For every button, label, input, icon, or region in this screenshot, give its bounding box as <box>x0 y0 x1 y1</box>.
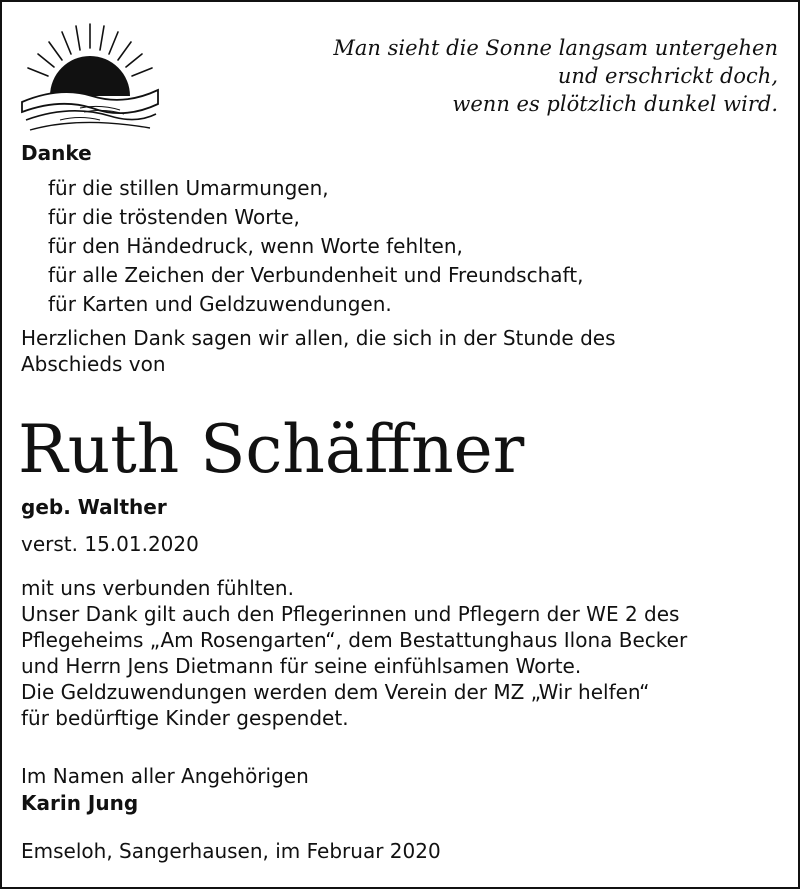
setting-sun-icon <box>20 20 160 135</box>
thanks-item: für den Händedruck, wenn Worte fehlten, <box>48 234 463 258</box>
body-line: Die Geldzuwendungen werden dem Verein der MZ „Wir helfen“ <box>21 680 650 704</box>
body-line: mit uns verbunden fühlten. <box>21 576 294 600</box>
birth-name: geb. Walther <box>21 495 167 519</box>
death-date: verst. 15.01.2020 <box>21 532 199 556</box>
place-date: Emseloh, Sangerhausen, im Februar 2020 <box>21 839 441 863</box>
body-line: Pflegeheims „Am Rosengarten“, dem Bestattunghaus Ilona Becker <box>21 628 688 652</box>
motto-line: wenn es plötzlich dunkel wird. <box>452 92 778 116</box>
signature-prefix: Im Namen aller Angehörigen <box>21 764 309 788</box>
thanks-item: für alle Zeichen der Verbundenheit und Freundschaft, <box>48 263 584 287</box>
thanks-list <box>48 174 583 319</box>
body-line: für bedürftige Kinder gespendet. <box>21 706 349 730</box>
signature-name: Karin Jung <box>21 791 139 815</box>
thanks-item: für die tröstenden Worte, <box>48 205 300 229</box>
thanks-item: für die stillen Umarmungen, <box>48 176 329 200</box>
motto-line: und erschrickt doch, <box>557 64 778 88</box>
deceased-name: Ruth Schäffner <box>18 411 525 488</box>
thanks-item: für Karten und Geldzuwendungen. <box>48 292 392 316</box>
intro-line: Herzlichen Dank sagen wir allen, die sich in der Stunde des <box>21 326 616 350</box>
motto-quote <box>258 34 778 118</box>
body-line: Unser Dank gilt auch den Pflegerinnen und Pflegern der WE 2 des <box>21 602 680 626</box>
motto-line: Man sieht die Sonne langsam untergehen <box>333 36 778 60</box>
body-line: und Herrn Jens Dietmann für seine einfühlsamen Worte. <box>21 654 582 678</box>
body-paragraph <box>21 575 687 731</box>
intro-line: Abschieds von <box>21 352 166 376</box>
heading-danke: Danke <box>21 141 92 165</box>
